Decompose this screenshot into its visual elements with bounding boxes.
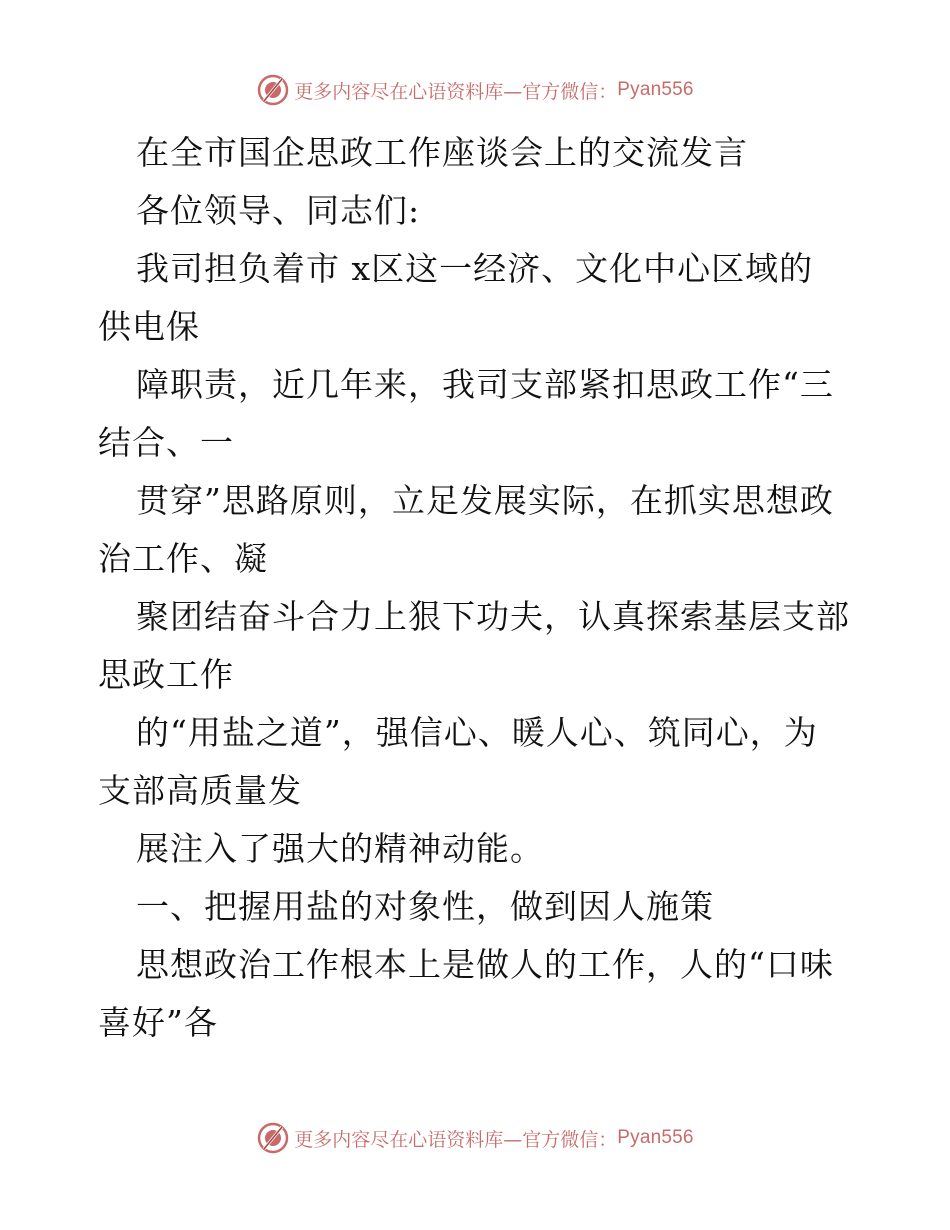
paragraph-line: 思想政治工作根本上是做人的工作，人的“口味 bbox=[136, 945, 834, 984]
watermark-wechat-id: Pyan556 bbox=[617, 79, 694, 100]
watermark-header bbox=[0, 70, 950, 110]
document-body bbox=[98, 124, 858, 1052]
paragraph-line: 喜好”各 bbox=[98, 1003, 218, 1042]
paragraph-line: 障职责，近几年来，我司支部紧扣思政工作“三 bbox=[136, 365, 834, 404]
paragraph-line: 结合、一 bbox=[98, 423, 234, 462]
paragraph-line: 展注入了强大的精神动能。 bbox=[136, 829, 544, 868]
salutation: 各位领导、同志们: bbox=[136, 191, 421, 230]
paragraph-line: 我司担负着市 x区这一经济、文化中心区域的 bbox=[136, 249, 814, 288]
document-title: 在全市国企思政工作座谈会上的交流发言 bbox=[136, 133, 748, 172]
watermark-wechat-id: Pyan556 bbox=[617, 1127, 694, 1148]
paragraph-line: 贯穿”思路原则，立足发展实际，在抓实思想政 bbox=[136, 481, 834, 520]
watermark-text: 更多内容尽在心语资料库—官方微信： bbox=[294, 1128, 618, 1151]
paragraph-line: 的“用盐之道”，强信心、暖人心、筑同心，为 bbox=[136, 713, 818, 752]
paragraph-line: 支部高质量发 bbox=[98, 771, 302, 810]
paragraph-line: 思政工作 bbox=[98, 655, 234, 694]
paragraph-line: 治工作、凝 bbox=[98, 539, 268, 578]
pen-logo-icon bbox=[256, 1121, 290, 1155]
watermark-text: 更多内容尽在心语资料库—官方微信： bbox=[294, 80, 618, 103]
section-heading: 一、把握用盐的对象性，做到因人施策 bbox=[136, 887, 714, 926]
watermark-footer bbox=[0, 1118, 950, 1158]
paragraph-line: 聚团结奋斗合力上狠下功夫，认真探索基层支部 bbox=[136, 597, 850, 636]
pen-logo-icon bbox=[256, 73, 290, 107]
paragraph-line: 供电保 bbox=[98, 307, 200, 346]
